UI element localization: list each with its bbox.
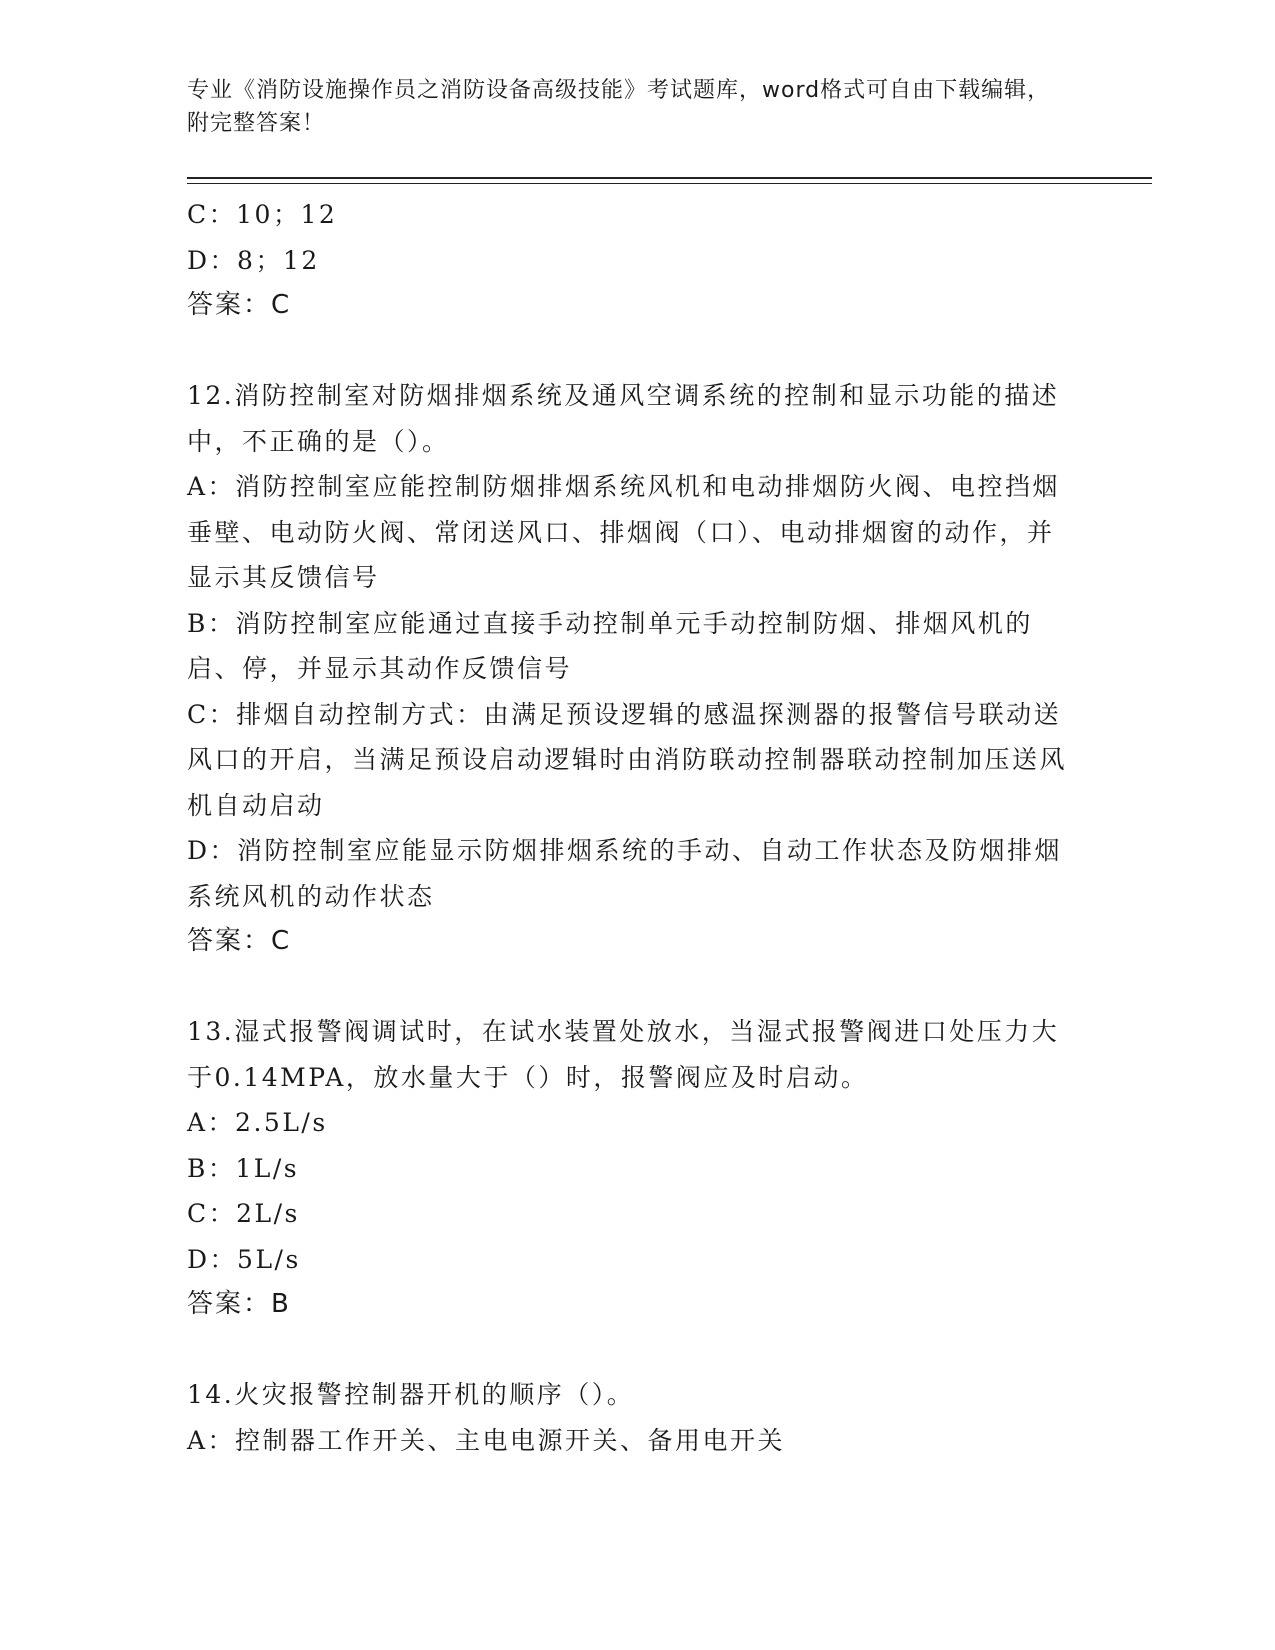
option-a: A：控制器工作开关、主电电源开关、备用电开关 [187,1425,786,1455]
question-content [187,192,1077,1463]
answer-line: 答案：C [187,290,292,320]
question-12 [187,373,1077,964]
option-d: D：消防控制室应能显示防烟排烟系统的手动、自动工作状态及防烟排烟系统风机的动作状态 [187,836,1063,911]
option-b: B：1L/s [187,1153,300,1183]
header-divider-thin [187,183,1152,184]
option-a: A：消防控制室应能控制防烟排烟系统风机和电动排烟防火阀、电控挡烟垂壁、电动防火阀、常闭送风口、排烟阀（口）、电动排烟窗的动作，并显示其反馈信号 [187,472,1061,592]
answer-line: 答案：B [187,1289,291,1319]
option-a: A：2.5L/s [187,1108,328,1137]
spacer [187,1327,1077,1372]
spacer [187,328,1077,373]
option-c: C：2L/s [187,1199,300,1228]
option-c: C：排烟自动控制方式：由满足预设逻辑的感温探测器的报警信号联动送风口的开启，当满足预设启动逻辑时由消防联动控制器联动控制加压送风机自动启动 [187,699,1068,820]
question-11-continued [187,192,1077,328]
question-stem: 14.火灾报警控制器开机的顺序（）。 [187,1380,635,1409]
option-b: B：消防控制室应能通过直接手动控制单元手动控制防烟、排烟风机的启、停，并显示其动作反馈信号 [187,608,1033,683]
question-stem: 13.湿式报警阀调试时，在试水装置处放水，当湿式报警阀进口处压力大于0.14MPA，放水量大于（）时，报警阀应及时启动。 [187,1017,1060,1092]
question-stem: 12.消防控制室对防烟排烟系统及通风空调系统的控制和显示功能的描述中，不正确的是（）。 [187,381,1060,456]
option-d: D：8；12 [187,245,320,275]
spacer [187,964,1077,1009]
question-13 [187,1009,1077,1327]
header-divider-thick [187,177,1152,179]
option-d: D：5L/s [187,1244,301,1274]
question-14 [187,1372,1077,1463]
document-header: 专业《消防设施操作员之消防设备高级技能》考试题库，word格式可自由下载编辑，附完整答案！ [187,78,1051,136]
option-c: C：10；12 [187,200,338,229]
answer-line: 答案：C [187,926,292,956]
